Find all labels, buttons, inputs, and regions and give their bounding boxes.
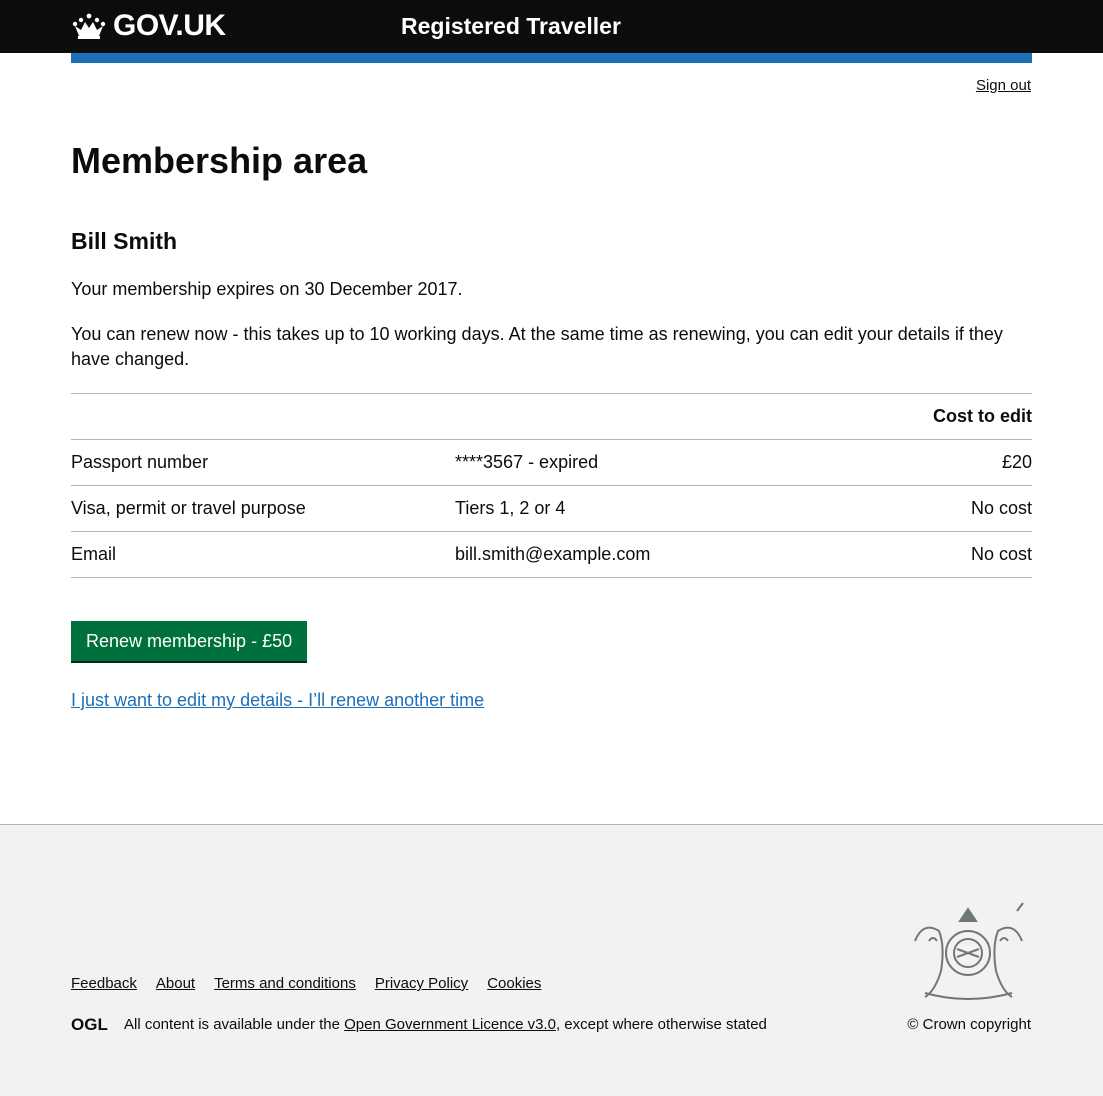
sign-out-link[interactable]: Sign out	[975, 77, 1031, 94]
crown-icon	[71, 12, 107, 40]
service-name[interactable]: Registered Traveller	[401, 13, 621, 39]
ogl-logo-text: OGL	[71, 1015, 108, 1032]
row-cost: No cost	[855, 486, 1032, 532]
row-label: Visa, permit or travel purpose	[71, 486, 455, 532]
govuk-logo-link[interactable]	[71, 10, 226, 42]
renew-info-text: You can renew now - this takes up to 10 working days. At the same time as renewing, you can edit your details if they have changed.	[71, 324, 1003, 369]
page-title: Membership area	[71, 140, 368, 181]
govuk-logo-text: GOV.UK	[113, 9, 226, 42]
header-blue-bar	[71, 53, 1032, 63]
row-cost: £20	[855, 440, 1032, 486]
table-header-cost: Cost to edit	[855, 394, 1032, 440]
expiry-text: Your membership expires on 30 December 2017.	[71, 279, 463, 299]
table-header-row	[71, 394, 1032, 440]
site-footer	[0, 824, 1103, 1096]
royal-crest-icon	[905, 901, 1032, 1004]
edit-details-link[interactable]: I just want to edit my details - I’ll renew another time	[71, 690, 485, 710]
row-value: ****3567 - expired	[455, 440, 855, 486]
renew-membership-button[interactable]: Renew membership - £50	[71, 621, 307, 661]
licence-link[interactable]: Open Government Licence v3.0	[344, 1016, 556, 1033]
member-name: Bill Smith	[71, 228, 178, 254]
row-value: Tiers 1, 2 or 4	[455, 486, 855, 532]
footer-link-feedback[interactable]: Feedback	[71, 975, 137, 992]
footer-link-terms[interactable]: Terms and conditions	[214, 975, 356, 992]
footer-links	[71, 975, 541, 992]
site-header	[0, 0, 1103, 53]
licence-text	[124, 1015, 767, 1035]
ogl-logo-icon	[71, 1015, 113, 1032]
row-cost: No cost	[855, 532, 1032, 578]
member-details-table	[71, 393, 1032, 578]
row-value: bill.smith@example.com	[455, 532, 855, 578]
licence-suffix: , except where otherwise stated	[555, 1016, 767, 1033]
table-header-empty	[71, 394, 455, 440]
footer-link-privacy[interactable]: Privacy Policy	[374, 975, 469, 992]
licence-prefix: All content is available under the	[124, 1016, 345, 1033]
table-header-empty	[455, 394, 855, 440]
footer-link-about[interactable]: About	[155, 975, 196, 992]
table-row	[71, 532, 1032, 578]
crown-copyright[interactable]: © Crown copyright	[907, 1016, 1031, 1033]
row-label: Passport number	[71, 440, 455, 486]
table-row	[71, 486, 1032, 532]
table-row	[71, 440, 1032, 486]
row-label: Email	[71, 532, 455, 578]
footer-link-cookies[interactable]: Cookies	[487, 975, 542, 992]
